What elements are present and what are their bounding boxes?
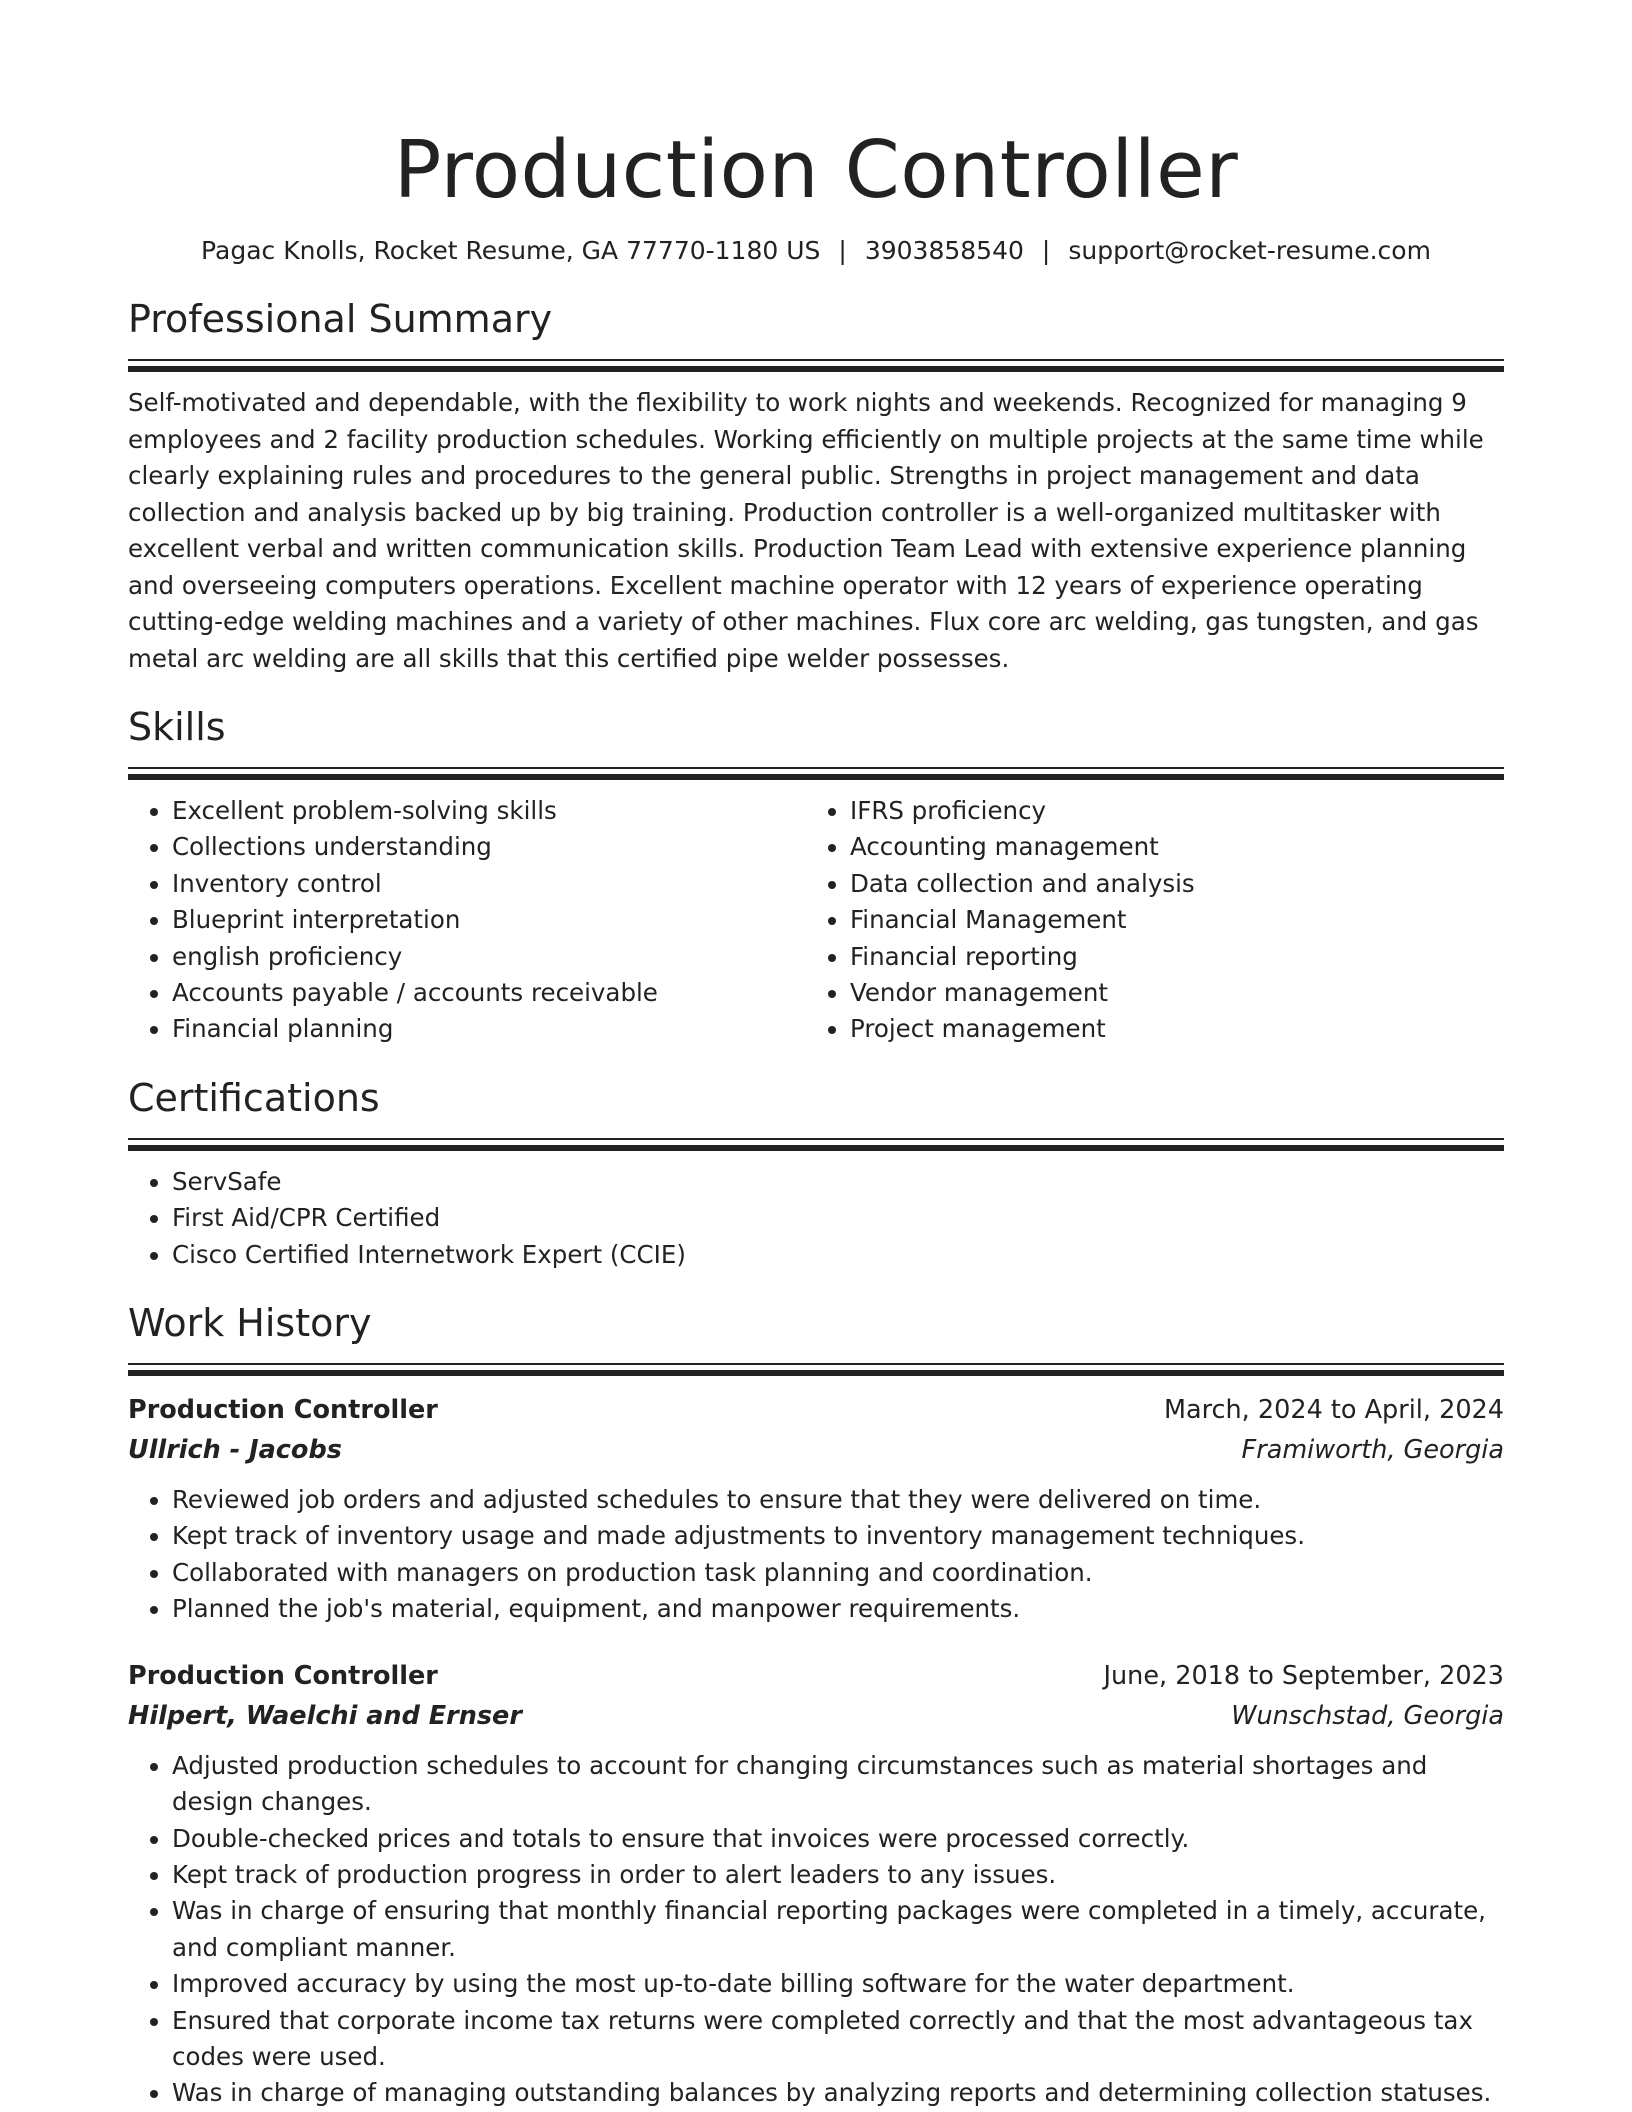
job-duty-item: • Double-checked prices and totals to ensure that invoices were processed correctly. [172, 1821, 1504, 1857]
skill-item: • Data collection and analysis [850, 866, 1484, 902]
job-title: Production Controller [128, 1395, 438, 1426]
job-location: Wunschstad, Georgia [1231, 1700, 1504, 1731]
contact-separator: | [1041, 236, 1051, 265]
skills-section [128, 703, 1504, 1048]
skill-item: • IFRS proficiency [850, 793, 1484, 829]
skill-item: • Excellent problem-solving skills [172, 793, 806, 829]
section-divider [128, 767, 1504, 780]
job-header-row [128, 1656, 1504, 1696]
job-dates: March, 2024 to April, 2024 [1163, 1395, 1504, 1426]
section-divider [128, 1138, 1504, 1151]
summary-section [128, 295, 1504, 677]
skill-item: • Accounts payable / accounts receivable [172, 975, 806, 1011]
job-duty-item: • Improved accuracy by using the most up-to-date billing software for the water department. [172, 1966, 1504, 2002]
contact-separator: | [838, 236, 847, 265]
contact-address: Pagac Knolls, Rocket Resume, GA 77770-1180 US [201, 236, 821, 265]
job-title: Production Controller [128, 1660, 438, 1691]
skill-item: • Blueprint interpretation [172, 902, 806, 938]
skill-item: • Financial reporting [850, 939, 1484, 975]
job-company: Ullrich - Jacobs [128, 1435, 342, 1466]
job-location: Framiworth, Georgia [1241, 1435, 1504, 1466]
job-dates: June, 2018 to September, 2023 [1103, 1660, 1504, 1691]
skill-item: • Vendor management [850, 975, 1484, 1011]
summary-text: Self-motivated and dependable, with the flexibility to work nights and weekends. Recognized for managing 9 employees and 2 facility production schedules. Working efficiently on multiple projects at the same time while clearly explaining rules and procedures to the general public. Strengths in project management and data collection and analysis backed up by big training. Production controller is a well-organized multitasker with excellent verbal and written communication skills. Production Team Lead with extensive experience planning and overseeing computers operations. Excellent machine operator with 12 years of experience operating cutting-edge welding machines and a variety of other machines. Flux core arc welding, gas tungsten, and gas metal arc welding are all skills that this certified pipe welder possesses. [128, 388, 1484, 673]
job-duty-item: • Ensured that corporate income tax returns were completed correctly and that the most advantageous tax codes were used. [172, 2003, 1504, 2076]
job-duty-item: • Was in charge of ensuring that monthly financial reporting packages were completed in a timely, accurate, and compliant manner. [172, 1893, 1504, 1966]
job-duties-list [128, 1748, 1504, 2112]
certifications-section [128, 1074, 1504, 1273]
skills-column-right [806, 793, 1484, 1048]
skills-list-left [128, 793, 806, 1048]
skill-item: • Inventory control [172, 866, 806, 902]
section-title-certifications: Certifications [128, 1075, 380, 1120]
job-subheader-row [128, 1430, 1504, 1470]
skills-columns [128, 793, 1504, 1048]
skills-list-right [806, 793, 1484, 1048]
skills-column-left [128, 793, 806, 1048]
job-duties-list [128, 1482, 1504, 1628]
work-history-section [128, 1299, 1504, 2112]
section-divider [128, 1363, 1504, 1376]
candidate-name: Production Controller [393, 124, 1239, 216]
job-subheader-row [128, 1696, 1504, 1736]
contact-phone: 3903858540 [864, 236, 1024, 265]
contact-email: support@rocket-resume.com [1068, 236, 1431, 265]
certifications-list [128, 1164, 1504, 1273]
job-duty-item: • Kept track of production progress in order to alert leaders to any issues. [172, 1857, 1504, 1893]
skill-item: • english proficiency [172, 939, 806, 975]
job-duty-item: • Planned the job's material, equipment, and manpower requirements. [172, 1591, 1504, 1627]
job-company: Hilpert, Waelchi and Ernser [128, 1700, 522, 1731]
job-entry [128, 1656, 1504, 2112]
certification-item: • Cisco Certified Internetwork Expert (CCIE) [172, 1237, 1504, 1273]
skill-item: • Project management [850, 1011, 1484, 1047]
job-duty-item: • Collaborated with managers on production task planning and coordination. [172, 1555, 1504, 1591]
skill-item: • Accounting management [850, 829, 1484, 865]
resume-header [128, 122, 1504, 268]
section-title-work-history: Work History [128, 1301, 372, 1346]
section-divider [128, 359, 1504, 372]
job-duty-item: • Reviewed job orders and adjusted schedules to ensure that they were delivered on time. [172, 1482, 1504, 1518]
skill-item: • Financial Management [850, 902, 1484, 938]
certification-item: • ServSafe [172, 1164, 1504, 1200]
job-duty-item: • Was in charge of managing outstanding balances by analyzing reports and determining collection statuses. [172, 2075, 1504, 2111]
job-duty-item: • Adjusted production schedules to account for changing circumstances such as material shortages and design changes. [172, 1748, 1504, 1821]
job-duty-item: • Kept track of inventory usage and made adjustments to inventory management techniques. [172, 1518, 1504, 1554]
section-title-skills: Skills [128, 705, 226, 749]
skill-item: • Collections understanding [172, 829, 806, 865]
certification-item: • First Aid/CPR Certified [172, 1200, 1504, 1236]
section-title-summary: Professional Summary [128, 297, 553, 341]
resume-page [128, 0, 1504, 2112]
job-header-row [128, 1390, 1504, 1430]
job-entry [128, 1390, 1504, 1628]
skill-item: • Financial planning [172, 1011, 806, 1047]
contact-line [128, 234, 1504, 268]
